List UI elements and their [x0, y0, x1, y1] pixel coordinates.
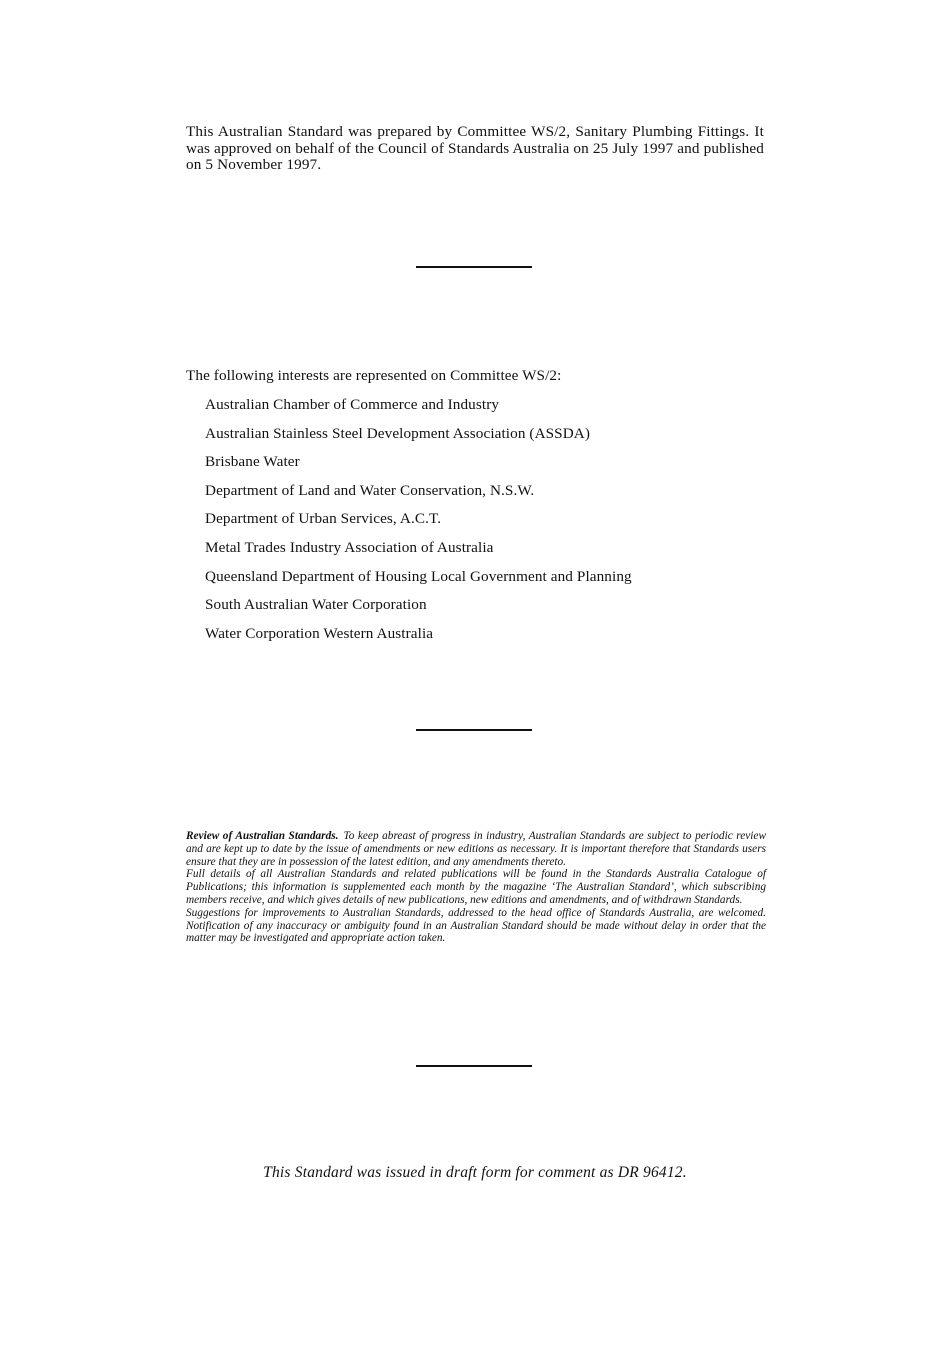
review-paragraph: Suggestions for improvements to Australian Standards, addressed to the head office of Standards Australia, are welcomed. Notification of any inaccuracy or ambiguity found in an Australian Standard should be made without delay in order that the matter may be investigated and appropriate action taken. [186, 906, 766, 945]
review-heading: Review of Australian Standards. [186, 830, 339, 842]
list-item: Brisbane Water [205, 453, 300, 471]
section-divider [416, 266, 532, 268]
list-item: Department of Urban Services, A.C.T. [205, 510, 442, 528]
list-item: Department of Land and Water Conservation, N.S.W. [205, 481, 535, 499]
list-item: Queensland Department of Housing Local Government and Planning [205, 567, 632, 585]
committee-interests-list [205, 396, 765, 653]
list-item: Australian Chamber of Commerce and Industry [205, 396, 500, 413]
section-divider [416, 729, 532, 731]
list-item: Metal Trades Industry Association of Australia [205, 538, 494, 556]
preparation-statement: This Australian Standard was prepared by Committee WS/2, Sanitary Plumbing Fittings. It was approved on behalf of the Council of Standards Australia on 25 July 1997 and published on 5 November 1997. [186, 123, 764, 173]
list-item: South Australian Water Corporation [205, 596, 427, 614]
section-divider [416, 1065, 532, 1067]
review-paragraph: Full details of all Australian Standards and related publications will be found in the Standards Australia Catalogue of Publications; this information is supplemented each month by the magazine ‘The Australian Standard’, which subscribing members receive, and which gives details of new publications, new editions and amendments, and of withdrawn Standards. [186, 868, 766, 906]
review-of-standards-notice [186, 830, 766, 945]
list-item: Australian Stainless Steel Development Association (ASSDA) [205, 424, 591, 442]
review-text: To keep abreast of progress in industry, Australian Standards are subject to periodic review and are kept up to date by the issue of amendments or new editions as necessary. It is important therefore that Standards users ensure that they are in possession of the latest edition, and any amendments thereto. [186, 830, 766, 868]
review-paragraph [186, 830, 766, 868]
draft-comment-note: This Standard was issued in draft form for comment as DR 96412. [263, 1164, 687, 1181]
committee-interests-intro: The following interests are represented on Committee WS/2: [186, 367, 562, 384]
list-item: Water Corporation Western Australia [205, 624, 434, 642]
